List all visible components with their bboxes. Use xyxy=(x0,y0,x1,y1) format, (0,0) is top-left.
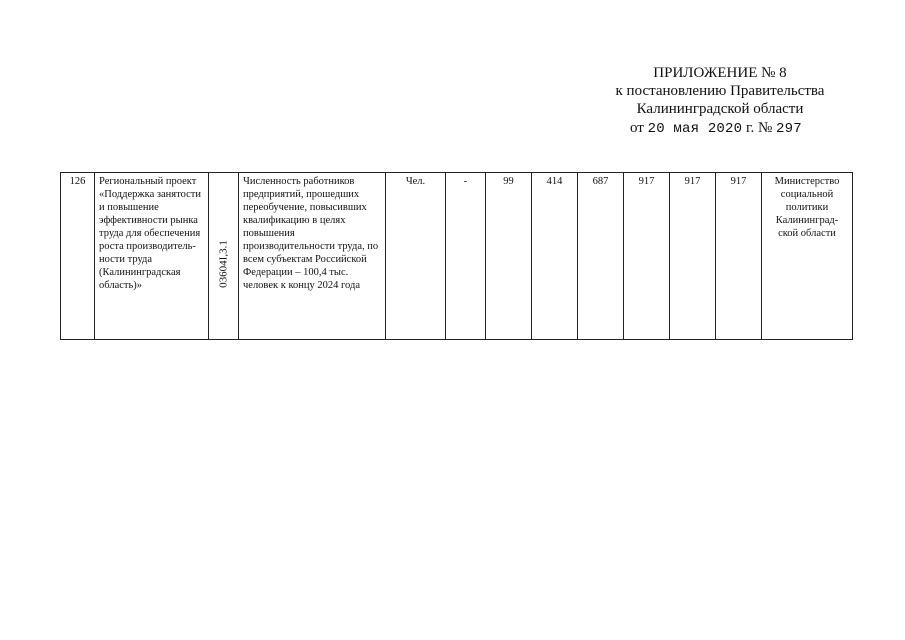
project-code: 03604I,3.1 xyxy=(217,240,229,289)
base-value: - xyxy=(446,173,486,340)
row-number: 126 xyxy=(61,173,95,340)
appendix-header xyxy=(560,64,880,137)
value-cell: 687 xyxy=(578,173,624,340)
appendix-subtitle-1: к постановлению Правительства xyxy=(615,83,825,99)
responsible-ministry: Министерство социальной политики Калининград-ской области xyxy=(762,173,853,340)
unit-of-measure: Чел. xyxy=(386,173,446,340)
indicator-name: Численность работников предприятий, прошедших переобучение, повысивших квалификацию в целях повышения производительности труда, по всем субъектам Российской Федерации – 100,4 тыс. человек к концу 2024 года xyxy=(239,173,386,340)
table-row xyxy=(61,173,853,340)
resolution-date: 20 мая 2020 xyxy=(647,121,743,137)
date-mid: г. № xyxy=(745,120,773,136)
value-cell: 414 xyxy=(532,173,578,340)
value-cell: 917 xyxy=(624,173,670,340)
value-cell: 917 xyxy=(670,173,716,340)
appendix-title: ПРИЛОЖЕНИЕ № 8 xyxy=(653,65,787,81)
resolution-number: 297 xyxy=(776,121,802,137)
project-name: Региональный проект «Поддержка занятости и повышение эффективности рынка труда для обеспечения роста производитель-ности труда (Калининградская область)» xyxy=(95,173,209,340)
value-cell: 917 xyxy=(716,173,762,340)
appendix-subtitle-2: Калининградской области xyxy=(636,101,804,117)
indicator-table xyxy=(60,172,853,340)
code-cell xyxy=(209,173,239,340)
resolution-date-line xyxy=(630,119,802,138)
date-prefix: от xyxy=(630,120,644,136)
value-cell: 99 xyxy=(486,173,532,340)
